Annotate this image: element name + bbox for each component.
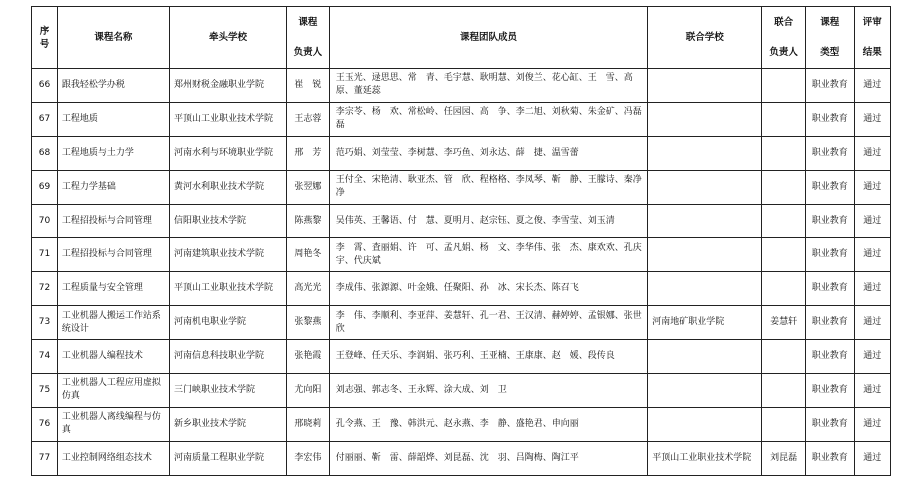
header-lead-school: 牵头学校 [169, 7, 286, 69]
cell-team-members: 吴伟英、王馨语、付 慧、夏明月、赵宗钰、夏之俊、李雪莹、刘玉清 [329, 204, 647, 238]
table-row [32, 238, 891, 272]
cell-team-members: 刘志强、郭志冬、王永辉、涂大成、刘 卫 [329, 374, 647, 408]
cell-lead-school: 河南信息科技职业学院 [169, 340, 286, 374]
cell-joint-lead [762, 69, 806, 103]
cell-team-members: 李 伟、李顺利、李亚萍、姜慧轩、孔一君、王汉清、赫婷婷、孟银娜、张世欣 [329, 306, 647, 340]
table-row [32, 340, 891, 374]
header-result [854, 7, 890, 69]
cell-joint-lead [762, 272, 806, 306]
cell-course-type: 职业教育 [805, 407, 854, 441]
cell-joint-lead [762, 170, 806, 204]
cell-course-lead: 邢 芳 [287, 136, 330, 170]
cell-joint-school [648, 238, 762, 272]
cell-seq: 66 [32, 69, 58, 103]
header-joint-lead [762, 7, 806, 69]
cell-joint-school [648, 272, 762, 306]
cell-result: 通过 [854, 340, 890, 374]
cell-joint-lead [762, 238, 806, 272]
course-table [31, 6, 891, 476]
cell-result: 通过 [854, 272, 890, 306]
table-row [32, 272, 891, 306]
cell-course-name: 工程地质与土力学 [57, 136, 169, 170]
cell-joint-school [648, 340, 762, 374]
cell-joint-school: 平顶山工业职业技术学院 [648, 441, 762, 475]
header-course-lead-line2: 负责人 [293, 47, 323, 58]
cell-joint-lead: 姜慧轩 [762, 306, 806, 340]
cell-course-lead: 高光光 [287, 272, 330, 306]
cell-course-type: 职业教育 [805, 102, 854, 136]
cell-joint-lead: 刘昆磊 [762, 441, 806, 475]
table-row [32, 306, 891, 340]
cell-seq: 69 [32, 170, 58, 204]
cell-course-lead: 陈燕黎 [287, 204, 330, 238]
cell-result: 通过 [854, 136, 890, 170]
cell-lead-school: 平顶山工业职业技术学院 [169, 272, 286, 306]
cell-lead-school: 河南机电职业学院 [169, 306, 286, 340]
cell-lead-school: 信阳职业技术学院 [169, 204, 286, 238]
cell-lead-school: 平顶山工业职业技术学院 [169, 102, 286, 136]
cell-course-lead: 王志蓉 [287, 102, 330, 136]
cell-joint-school [648, 102, 762, 136]
cell-result: 通过 [854, 102, 890, 136]
cell-result: 通过 [854, 69, 890, 103]
cell-course-lead: 张黎燕 [287, 306, 330, 340]
header-course-type [805, 7, 854, 69]
cell-team-members: 孔令燕、王 豫、韩洪元、赵永燕、李 静、盛艳君、申向丽 [329, 407, 647, 441]
cell-joint-school [648, 170, 762, 204]
cell-seq: 75 [32, 374, 58, 408]
table-row [32, 407, 891, 441]
table-row [32, 170, 891, 204]
cell-course-name: 工程地质 [57, 102, 169, 136]
cell-seq: 77 [32, 441, 58, 475]
course-table-container [31, 6, 891, 476]
cell-course-name: 工业控制网络组态技术 [57, 441, 169, 475]
header-course-lead [287, 7, 330, 69]
header-row [32, 7, 891, 69]
cell-lead-school: 河南建筑职业技术学院 [169, 238, 286, 272]
cell-seq: 70 [32, 204, 58, 238]
header-team-members: 课程团队成员 [329, 7, 647, 69]
cell-joint-school [648, 136, 762, 170]
cell-result: 通过 [854, 441, 890, 475]
cell-seq: 71 [32, 238, 58, 272]
cell-joint-school: 河南地矿职业学院 [648, 306, 762, 340]
cell-seq: 72 [32, 272, 58, 306]
header-course-lead-line1: 课程 [298, 17, 318, 28]
cell-team-members: 李 霄、査丽娟、许 可、孟凡娟、杨 文、李华伟、张 杰、康欢欢、孔庆宇、代庆斌 [329, 238, 647, 272]
cell-seq: 74 [32, 340, 58, 374]
cell-course-name: 工程质量与安全管理 [57, 272, 169, 306]
header-joint-lead-line1: 联合 [774, 17, 794, 28]
cell-team-members: 李宗苓、杨 欢、常松岭、任园园、高 争、李二旭、刘秋菊、朱金矿、冯磊磊 [329, 102, 647, 136]
cell-team-members: 王玉光、逯思思、常 青、毛宇慧、耿明慧、刘俊兰、花心缸、王 雪、高 原、董延蕊 [329, 69, 647, 103]
cell-result: 通过 [854, 407, 890, 441]
table-row [32, 204, 891, 238]
cell-course-name: 跟我轻松学办税 [57, 69, 169, 103]
cell-course-type: 职业教育 [805, 272, 854, 306]
header-course-type-line1: 课程 [820, 17, 840, 28]
header-joint-school: 联合学校 [648, 7, 762, 69]
cell-course-name: 工业机器人离线编程与仿真 [57, 407, 169, 441]
cell-lead-school: 新乡职业技术学院 [169, 407, 286, 441]
cell-joint-school [648, 69, 762, 103]
cell-lead-school: 郑州财税金融职业学院 [169, 69, 286, 103]
cell-course-type: 职业教育 [805, 374, 854, 408]
cell-course-type: 职业教育 [805, 170, 854, 204]
table-row [32, 69, 891, 103]
cell-seq: 67 [32, 102, 58, 136]
cell-seq: 68 [32, 136, 58, 170]
header-result-line2: 结果 [862, 47, 882, 58]
cell-course-lead: 李宏伟 [287, 441, 330, 475]
cell-course-type: 职业教育 [805, 340, 854, 374]
cell-course-type: 职业教育 [805, 69, 854, 103]
table-row [32, 136, 891, 170]
cell-joint-school [648, 407, 762, 441]
cell-course-type: 职业教育 [805, 441, 854, 475]
cell-lead-school: 河南水利与环境职业学院 [169, 136, 286, 170]
header-result-line1: 评审 [862, 17, 882, 28]
cell-joint-lead [762, 204, 806, 238]
cell-lead-school: 河南质量工程职业学院 [169, 441, 286, 475]
cell-joint-lead [762, 374, 806, 408]
header-joint-lead-line2: 负责人 [769, 47, 798, 58]
cell-course-type: 职业教育 [805, 136, 854, 170]
cell-course-name: 工程力学基础 [57, 170, 169, 204]
cell-seq: 73 [32, 306, 58, 340]
cell-course-lead: 邢晓莉 [287, 407, 330, 441]
cell-lead-school: 黄河水利职业技术学院 [169, 170, 286, 204]
cell-lead-school: 三门峡职业技术学院 [169, 374, 286, 408]
cell-course-name: 工程招投标与合同管理 [57, 204, 169, 238]
cell-course-name: 工业机器人编程技术 [57, 340, 169, 374]
cell-joint-school [648, 204, 762, 238]
cell-team-members: 付丽丽、靳 雷、薛韶烨、刘昆磊、沈 羽、吕陶梅、陶江平 [329, 441, 647, 475]
cell-course-name: 工业机器人搬运工作站系统设计 [57, 306, 169, 340]
cell-course-lead: 张翌娜 [287, 170, 330, 204]
cell-course-lead: 尤向阳 [287, 374, 330, 408]
cell-course-lead: 张艳霞 [287, 340, 330, 374]
cell-course-type: 职业教育 [805, 204, 854, 238]
cell-course-name: 工程招投标与合同管理 [57, 238, 169, 272]
cell-course-name: 工业机器人工程应用虚拟仿真 [57, 374, 169, 408]
cell-result: 通过 [854, 306, 890, 340]
table-row [32, 441, 891, 475]
cell-course-type: 职业教育 [805, 238, 854, 272]
cell-course-type: 职业教育 [805, 306, 854, 340]
cell-result: 通过 [854, 170, 890, 204]
cell-course-lead: 周艳冬 [287, 238, 330, 272]
cell-joint-lead [762, 102, 806, 136]
cell-joint-lead [762, 136, 806, 170]
cell-joint-school [648, 374, 762, 408]
cell-team-members: 王登峰、任天乐、李润娟、张巧利、王亚楠、王康康、赵 媛、段传良 [329, 340, 647, 374]
cell-result: 通过 [854, 204, 890, 238]
cell-result: 通过 [854, 238, 890, 272]
cell-course-lead: 崔 锐 [287, 69, 330, 103]
header-seq: 序号 [32, 7, 58, 69]
table-row [32, 374, 891, 408]
cell-joint-lead [762, 340, 806, 374]
cell-joint-lead [762, 407, 806, 441]
cell-seq: 76 [32, 407, 58, 441]
header-course-name: 课程名称 [57, 7, 169, 69]
header-course-type-line2: 类型 [820, 47, 840, 58]
cell-result: 通过 [854, 374, 890, 408]
cell-team-members: 李成伟、张源源、叶金娥、任聚阳、孙 冰、宋长杰、陈召飞 [329, 272, 647, 306]
cell-team-members: 王付全、宋艳清、耿亚杰、管 欣、程格格、李凤琴、靳 静、王朦诗、秦净净 [329, 170, 647, 204]
table-row [32, 102, 891, 136]
cell-team-members: 范巧娟、刘莹莹、李树慧、李巧鱼、刘永达、薛 捷、温雪蕾 [329, 136, 647, 170]
